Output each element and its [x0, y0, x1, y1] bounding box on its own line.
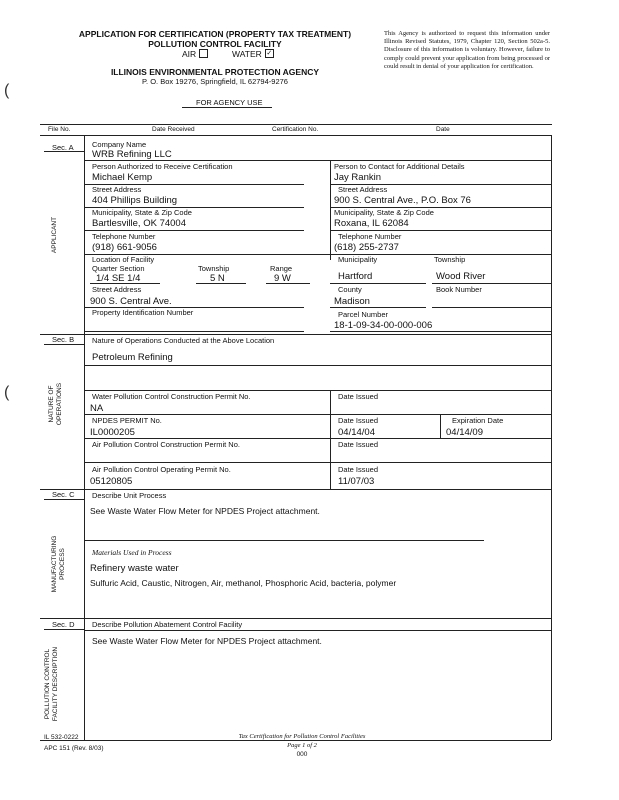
township-number-label: Township — [198, 264, 230, 273]
municipality-label: Municipality, State & Zip Code — [92, 208, 192, 217]
air-construction-date-label: Date Issued — [338, 440, 379, 449]
street-label: Street Address — [92, 185, 142, 194]
section-a-label: Sec. A — [52, 143, 74, 152]
phone-label: Telephone Number — [92, 232, 156, 241]
contact-value: Jay Rankin — [334, 172, 381, 183]
contact-phone-label: Telephone Number — [338, 232, 402, 241]
quarter-label: Quarter Section — [92, 264, 145, 273]
nature-value: Petroleum Refining — [92, 352, 173, 363]
apc-number: APC 151 (Rev. 8/03) — [44, 745, 104, 752]
county-label: County — [338, 285, 362, 294]
water-option — [232, 49, 274, 59]
township-name-label: Township — [434, 255, 466, 264]
water-permit-label: Water Pollution Control Construction Permit No. — [92, 392, 251, 401]
book-number-label: Book Number — [436, 285, 482, 294]
form-subtitle: POLLUTION CONTROL FACILITY — [148, 39, 282, 49]
agency-use-heading: FOR AGENCY USE — [196, 98, 263, 107]
page-number: Page 1 of 2 — [287, 742, 317, 749]
npdes-date-label: Date Issued — [338, 416, 379, 425]
company-value: WRB Refining LLC — [92, 149, 172, 160]
contact-municipality-value: Roxana, IL 62084 — [334, 218, 409, 229]
air-checkbox[interactable] — [199, 49, 208, 58]
phone-value: (918) 661-9056 — [92, 242, 157, 253]
agency-name: ILLINOIS ENVIRONMENTAL PROTECTION AGENCY — [110, 67, 320, 77]
air-operating-date-value: 11/07/03 — [338, 476, 375, 487]
manufacturing-side-label: MANUFACTURING PROCESS — [51, 535, 66, 593]
pollution-facility-label: Describe Pollution Abatement Control Facility — [92, 620, 243, 629]
pin-label: Property Identification Number — [92, 308, 194, 317]
water-permit-date-label: Date Issued — [338, 392, 379, 401]
pollution-side-label: POLLUTION CONTROL FACILITY DESCRIPTION — [44, 646, 59, 722]
disclosure-notice: This Agency is authorized to request this information under Illinois Revised Statutes, 1979, Chapter 120, Section 502a-5. Disclosure of this information is voluntary. However, failure to comply could prevent your application from being processed or could result in denial of your application for certification. — [384, 30, 550, 70]
npdes-value: IL0000205 — [90, 427, 135, 438]
parcel-value: 18-1-09-34-00-000-006 — [334, 320, 433, 331]
section-b-label: Sec. B — [52, 335, 75, 344]
nature-side-label: NATURE OF OPERATIONS — [48, 382, 63, 426]
date-received-label: Date Received — [152, 126, 195, 133]
materials-label: Materials Used in Process — [92, 548, 172, 557]
section-d-label: Sec. D — [52, 620, 75, 629]
contact-label: Person to Contact for Additional Details — [334, 162, 465, 171]
pollution-facility-value: See Waste Water Flow Meter for NPDES Project attachment. — [92, 636, 322, 646]
contact-street-value: 900 S. Central Ave., P.O. Box 76 — [334, 195, 471, 206]
contact-street-label: Street Address — [338, 185, 388, 194]
form-number: IL 532-0222 — [44, 734, 79, 741]
npdes-label: NPDES PERMIT No. — [92, 416, 162, 425]
facility-street-label: Street Address — [92, 285, 142, 294]
quarter-value: 1/4 SE 1/4 — [96, 273, 141, 284]
unit-process-value: See Waste Water Flow Meter for NPDES Project attachment. — [90, 506, 320, 516]
contact-municipality-label: Municipality, State & Zip Code — [334, 208, 434, 217]
facility-street-value: 900 S. Central Ave. — [90, 296, 172, 307]
person-label: Person Authorized to Receive Certification — [92, 162, 233, 171]
contact-phone-value: (618) 255-2737 — [334, 242, 399, 253]
agency-address: P. O. Box 19276, Springfield, IL 62794-9276 — [142, 77, 288, 86]
expiration-label: Expiration Date — [452, 416, 504, 425]
municipality-name-value: Hartford — [338, 271, 373, 282]
water-checkbox[interactable]: ✓ — [266, 50, 273, 58]
form-title: APPLICATION FOR CERTIFICATION (PROPERTY TAX TREATMENT) — [78, 29, 352, 39]
location-label: Location of Facility — [92, 255, 155, 264]
npdes-date-value: 04/14/04 — [338, 427, 375, 438]
person-value: Michael Kemp — [92, 172, 153, 183]
materials-value-2: Sulfuric Acid, Caustic, Nitrogen, Air, methanol, Phosphoric Acid, bacteria, polymer — [90, 578, 397, 588]
range-value: 9 W — [274, 273, 291, 284]
parcel-label: Parcel Number — [338, 310, 389, 319]
township-number-value: 5 N — [210, 273, 225, 284]
township-name-value: Wood River — [436, 271, 486, 282]
file-no-label: File No. — [48, 126, 71, 133]
footer-caption: Tax Certification for Pollution Control Facilities — [238, 733, 366, 740]
expiration-value: 04/14/09 — [446, 427, 483, 438]
municipality-value: Bartlesville, OK 74004 — [92, 218, 186, 229]
municipality-name-label: Municipality — [338, 255, 378, 264]
air-option — [182, 49, 208, 59]
air-operating-value: 05120805 — [90, 476, 133, 487]
unit-process-label: Describe Unit Process — [92, 491, 167, 500]
nature-label: Nature of Operations Conducted at the Above Location — [92, 336, 275, 345]
certification-no-label: Certification No. — [272, 126, 319, 133]
footer-code: 000 — [296, 751, 308, 758]
applicant-side-label: APPLICANT — [51, 216, 58, 254]
street-value: 404 Phillips Building — [92, 195, 178, 206]
materials-value-1: Refinery waste water — [90, 563, 179, 574]
range-label: Range — [270, 264, 293, 273]
date-label: Date — [436, 126, 450, 133]
water-permit-value: NA — [90, 403, 104, 414]
company-label: Company Name — [92, 140, 147, 149]
water-label: WATER — [232, 49, 262, 59]
air-operating-label: Air Pollution Control Operating Permit No. — [92, 465, 231, 474]
air-construction-label: Air Pollution Control Construction Permit No. — [92, 440, 240, 449]
air-operating-date-label: Date Issued — [338, 465, 379, 474]
section-c-label: Sec. C — [52, 490, 75, 499]
county-value: Madison — [334, 296, 370, 307]
air-label: AIR — [182, 49, 197, 59]
